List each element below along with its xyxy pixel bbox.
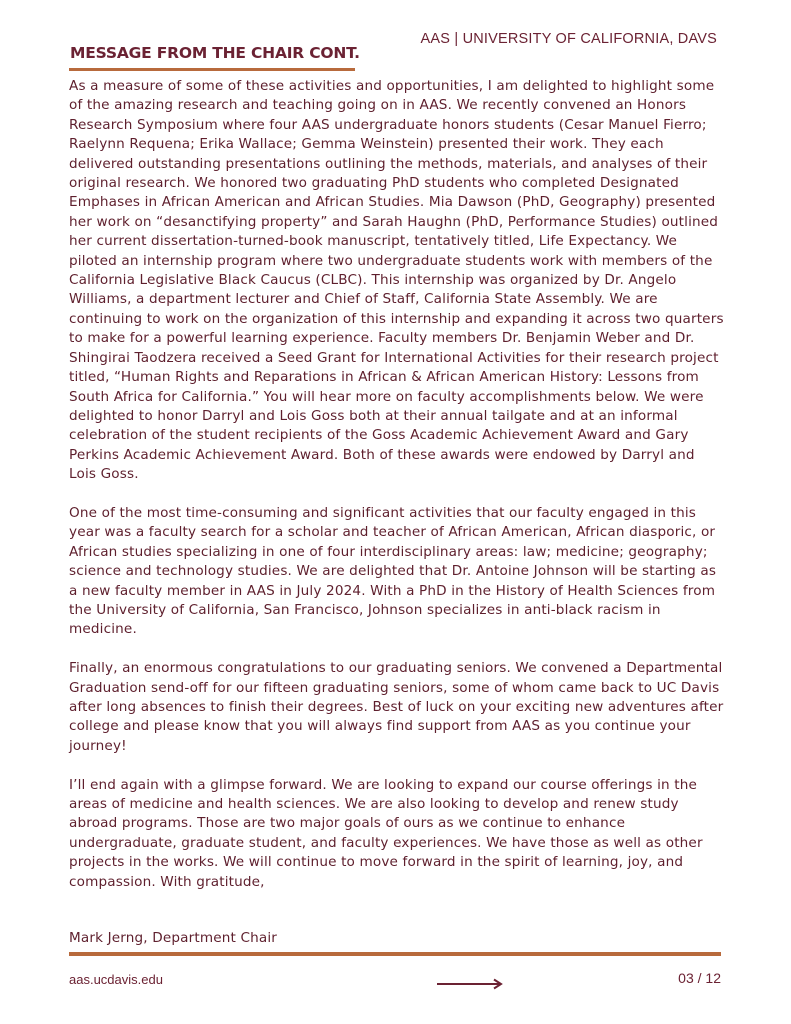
- footer-divider: [69, 952, 721, 956]
- paragraph-looking-forward: I’ll end again with a glimpse forward. We are looking to expand our course offerings in the areas of medicine and health sciences. We are also looking to develop and renew study abroad programs. Those are two major goals of ours as we continue to enhance undergraduate, graduate student, and faculty experiences. We have those as well as other projects in the works. We will continue to move forward in the spirit of learning, joy, and compassion. With gratitude,: [69, 776, 703, 890]
- title-underline: [69, 68, 355, 71]
- page-number: 03 / 12: [678, 970, 721, 986]
- footer-website-link[interactable]: aas.ucdavis.edu: [69, 972, 163, 987]
- body-text: [69, 77, 724, 892]
- arrow-right-icon[interactable]: [436, 978, 504, 990]
- header-organization: AAS | UNIVERSITY OF CALIFORNIA, DAVS: [420, 31, 717, 47]
- paragraph-highlights: As a measure of some of these activities and opportunities, I am delighted to highlight some of the amazing research and teaching going on in AAS. We recently convened an Honors Research Symposium where four AAS undergraduate honors students (Cesar Manuel Fierro; Raelynn Requena; Erika Wallace; Gemma Weinstein) presented their work. They each delivered outstanding presentations outlining the methods, materials, and analyses of their original research. We honored two graduating PhD students who completed Designated Emphases in African American and African Studies. Mia Dawson (PhD, Geography) presented her work on “desanctifying property” and Sarah Haughn (PhD, Performance Studies) outlined her current dissertation-turned-book manuscript, tentatively titled, Life Expectancy. We piloted an internship program where two undergraduate students work with members of the California Legislative Black Caucus (CLBC). This internship was organized by Dr. Angelo Williams, a department lecturer and Chief of Staff, California State Assembly. We are continuing to work on the organization of this internship and expanding it across two quarters to make for a powerful learning experience. Faculty members Dr. Benjamin Weber and Dr. Shingirai Taodzera received a Seed Grant for International Activities for their research project titled, “Human Rights and Reparations in African & African American History: Lessons from South Africa for California.” You will hear more on faculty accomplishments below. We were delighted to honor Darryl and Lois Goss both at their annual tailgate and at an informal celebration of the student recipients of the Goss Academic Achievement Award and Gary Perkins Academic Achievement Award. Both of these awards were endowed by Darryl and Lois Goss.: [69, 78, 724, 483]
- paragraph-graduating-seniors: Finally, an enormous congratulations to our graduating seniors. We convened a Departmental Graduation send-off for our fifteen graduating seniors, some of whom came back to UC Davis after long absences to finish their degrees. Best of luck on your exciting new adventures after college and please know that you will always find support from AAS as you continue your journey!: [69, 660, 724, 754]
- paragraph-faculty-search: One of the most time-consuming and significant activities that our faculty engaged in this year was a faculty search for a scholar and teacher of African American, African diasporic, or African studies specializing in one of four interdisciplinary areas: law; medicine; geography; science and technology studies. We are delighted that Dr. Antoine Johnson will be starting as a new faculty member in AAS in July 2024. With a PhD in the History of Health Sciences from the University of California, San Francisco, Johnson specializes in anti-black racism in medicine.: [69, 504, 717, 638]
- section-title: MESSAGE FROM THE CHAIR CONT.: [70, 44, 360, 62]
- signature: Mark Jerng, Department Chair: [69, 930, 278, 946]
